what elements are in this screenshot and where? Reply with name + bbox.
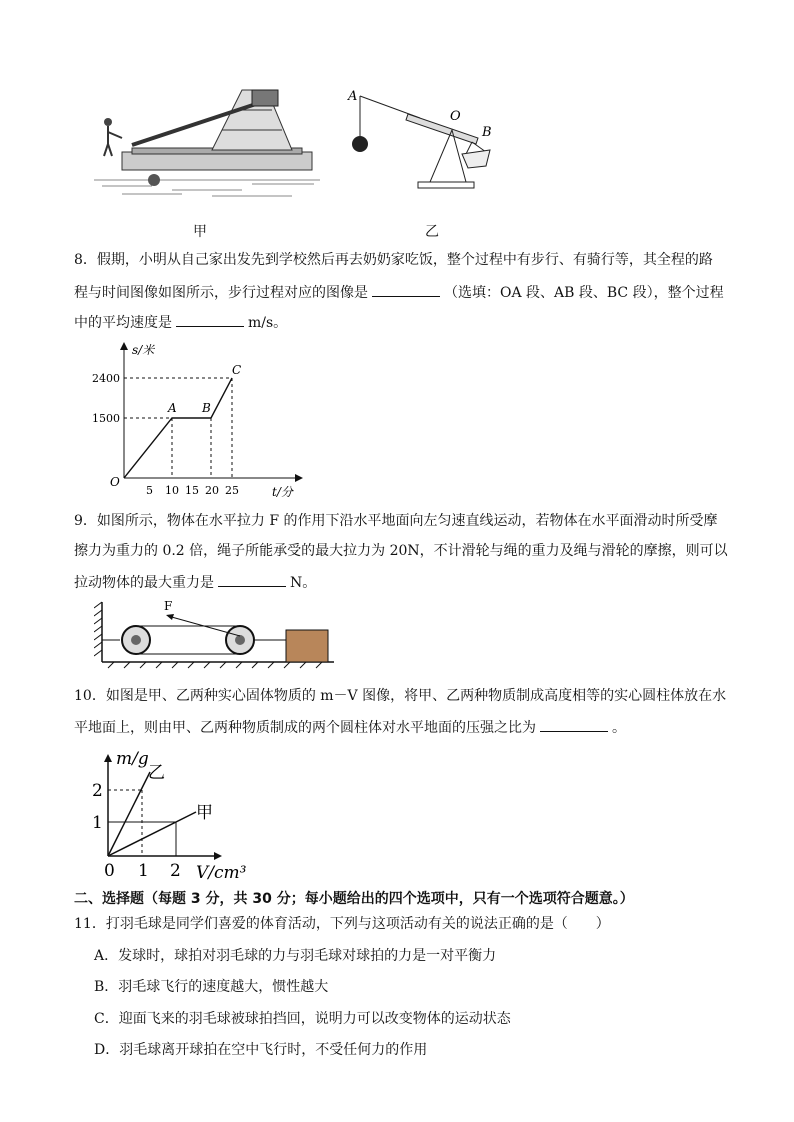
q8-answer-blank-1[interactable]	[372, 282, 440, 297]
q10-x-tick-0: 0	[104, 861, 115, 881]
q10-line2-a: 平地面上，则由甲、乙两种物质制成的两个圆柱体对水平地面的压强之比为	[74, 720, 536, 736]
q8-x-tick-15: 15	[185, 484, 199, 497]
q8-point-b: B	[202, 401, 211, 415]
q8-x-tick-10: 10	[165, 484, 179, 497]
q10-answer-blank[interactable]	[540, 717, 608, 732]
q9-line1: 9．如图所示，物体在水平拉力 F 的作用下沿水平地面向左匀速直线运动，若物体在水平面滑动时所受摩	[74, 513, 718, 529]
q10-label-jia: 甲	[196, 803, 213, 823]
q11-option-c[interactable]: C．迎面飞来的羽毛球被球拍挡回，说明力可以改变物体的运动状态	[94, 1011, 511, 1027]
section2-heading: 二、选择题（每题 3 分，共 30 分；每小题给出的四个选项中，只有一个选项符合题意。）	[74, 891, 634, 907]
q9-line2: 擦力为重力的 0.2 倍，绳子所能承受的最大拉力为 20N，不计滑轮与绳的重力及绳与滑轮的摩擦，则可以	[74, 543, 728, 559]
q8-x-tick-25: 25	[225, 484, 239, 497]
q10-mass-volume-graph	[86, 742, 266, 882]
q8-line2-a: 程与时间图像如图所示，步行过程对应的图像是	[74, 285, 368, 301]
q8-y-tick-2400: 2400	[92, 372, 120, 385]
q11-stem: 11．打羽毛球是同学们喜爱的体育活动，下列与这项活动有关的说法正确的是（ ）	[74, 916, 610, 932]
q10-y-tick-2: 2	[92, 781, 103, 801]
q8-line2-b: （选填：OA 段、AB 段、BC 段），整个过程	[444, 285, 724, 301]
q10-line2	[74, 717, 626, 738]
q9-pulley-figure	[94, 598, 338, 670]
q9-force-label: F	[164, 599, 173, 613]
lever-label-b: B	[482, 125, 492, 140]
q8-origin-label: O	[110, 475, 120, 489]
q8-line3	[74, 312, 287, 333]
q11-option-d[interactable]: D．羽毛球离开球拍在空中飞行时，不受任何力的作用	[94, 1042, 428, 1058]
q8-point-c: C	[232, 363, 242, 377]
q10-line1: 10．如图是甲、乙两种实心固体物质的 m－V 图像，将甲、乙两种物质制成高度相等的实心圆柱体放在水	[74, 688, 727, 704]
lever-label-a: A	[348, 89, 358, 104]
q8-distance-time-graph	[90, 338, 310, 498]
q8-y-axis-label: s/米	[132, 343, 155, 357]
q8-answer-blank-2[interactable]	[176, 312, 244, 327]
lever-figure	[340, 84, 500, 194]
q8-line2	[74, 282, 724, 303]
q8-line1: 8．假期，小明从自己家出发先到学校然后再去奶奶家吃饭，整个过程中有步行、有骑行等，其全程的路	[74, 252, 713, 268]
q10-y-axis-label: m/g	[116, 749, 149, 769]
figure-caption-yi: 乙	[425, 224, 439, 240]
q10-x-axis-label: V/cm³	[196, 863, 247, 882]
trebuchet-figure	[92, 80, 322, 200]
q9-answer-blank[interactable]	[218, 572, 286, 587]
q10-x-tick-2: 2	[170, 861, 181, 881]
lever-label-o: O	[450, 109, 461, 124]
q10-y-tick-1: 1	[92, 813, 103, 833]
q8-x-tick-5: 5	[146, 484, 153, 497]
q8-line3-a: 中的平均速度是	[74, 315, 172, 331]
q8-x-axis-label: t/分	[272, 485, 293, 498]
q8-y-tick-1500: 1500	[92, 412, 120, 425]
q9-line3	[74, 572, 316, 593]
q8-point-a: A	[168, 401, 177, 415]
q8-x-tick-20: 20	[205, 484, 219, 497]
q9-line3-a: 拉动物体的最大重力是	[74, 575, 214, 591]
q10-label-yi: 乙	[148, 763, 165, 783]
q8-line3-b: m/s。	[248, 315, 288, 331]
q10-line2-b: 。	[612, 720, 626, 736]
q9-line3-b: N。	[290, 575, 317, 591]
figure-caption-jia: 甲	[193, 224, 207, 240]
q11-option-a[interactable]: A．发球时，球拍对羽毛球的力与羽毛球对球拍的力是一对平衡力	[94, 948, 497, 964]
q10-x-tick-1: 1	[138, 861, 149, 881]
q11-option-b[interactable]: B．羽毛球飞行的速度越大，惯性越大	[94, 979, 329, 995]
